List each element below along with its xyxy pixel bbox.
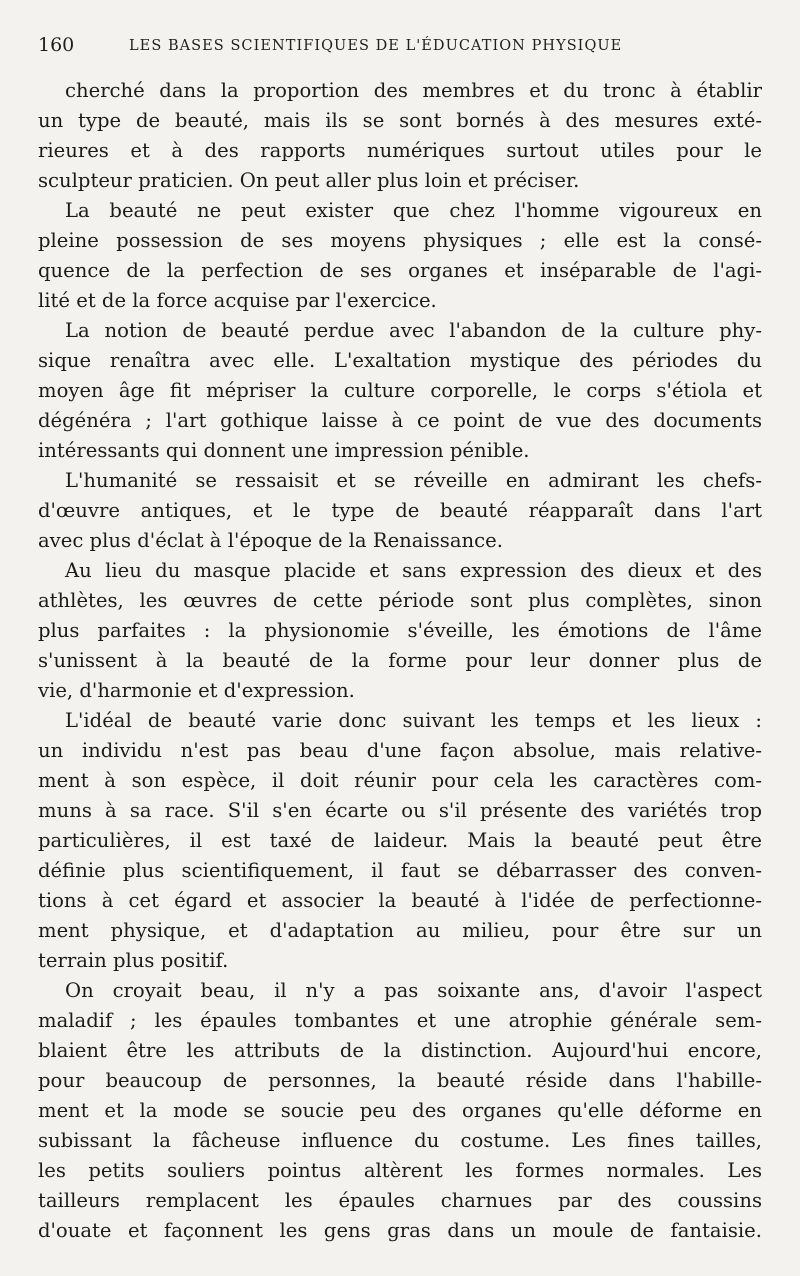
body-text [38, 76, 762, 1246]
text-line: terrain plus positif. [38, 949, 229, 972]
text-line: d'ouate et façonnent les gens gras dans un moule de fantaisie. [38, 1219, 762, 1242]
text-line: vie, d'harmonie et d'expression. [38, 679, 355, 702]
text-line: pleine possession de ses moyens physiques ; elle est la consé- [38, 229, 762, 252]
text-line: avec plus d'éclat à l'époque de la Renaissance. [38, 529, 503, 552]
paragraph-7 [38, 976, 762, 1246]
text-line: plus parfaites : la physionomie s'éveille, les émotions de l'âme [38, 619, 762, 642]
text-line: moyen âge fit mépriser la culture corporelle, le corps s'étiola et [38, 379, 762, 402]
text-line: intéressants qui donnent une impression pénible. [38, 439, 530, 462]
text-line: tailleurs remplacent les épaules charnues par des coussins [38, 1189, 762, 1212]
text-line: On croyait beau, il n'y a pas soixante ans, d'avoir l'aspect [65, 979, 762, 1002]
text-line: Au lieu du masque placide et sans expression des dieux et des [65, 559, 762, 582]
running-title: LES BASES SCIENTIFIQUES DE L'ÉDUCATION PHYSIQUE [129, 38, 623, 54]
paragraph-4 [38, 466, 762, 556]
text-line: sculpteur praticien. On peut aller plus loin et préciser. [38, 169, 580, 192]
text-line: L'humanité se ressaisit et se réveille en admirant les chefs- [65, 469, 762, 492]
paragraph-3 [38, 316, 762, 466]
text-line: subissant la fâcheuse influence du costume. Les fines tailles, [38, 1129, 762, 1152]
text-line: d'œuvre antiques, et le type de beauté réapparaît dans l'art [38, 499, 762, 522]
text-line: un type de beauté, mais ils se sont bornés à des mesures exté- [38, 109, 762, 132]
paragraph-2 [38, 196, 762, 316]
text-line: tions à cet égard et associer la beauté à l'idée de perfectionne- [38, 889, 762, 912]
text-line: rieures et à des rapports numériques surtout utiles pour le [38, 139, 762, 162]
text-line: s'unissent à la beauté de la forme pour leur donner plus de [38, 649, 762, 672]
paragraph-5 [38, 556, 762, 706]
text-line: quence de la perfection de ses organes et inséparable de l'agi- [38, 259, 762, 282]
text-line: définie plus scientifiquement, il faut se débarrasser des conven- [38, 859, 762, 882]
text-line: dégénéra ; l'art gothique laisse à ce point de vue des documents [38, 409, 762, 432]
text-line: un individu n'est pas beau d'une façon absolue, mais relative- [38, 739, 762, 762]
text-line: La beauté ne peut exister que chez l'homme vigoureux en [65, 199, 762, 222]
text-line: particulières, il est taxé de laideur. Mais la beauté peut être [38, 829, 762, 852]
text-line: L'idéal de beauté varie donc suivant les temps et les lieux : [65, 709, 762, 732]
paragraph-1 [38, 76, 762, 196]
text-line: ment physique, et d'adaptation au milieu, pour être sur un [38, 919, 762, 942]
text-line: ment et la mode se soucie peu des organes qu'elle déforme en [38, 1099, 762, 1122]
text-line: maladif ; les épaules tombantes et une atrophie générale sem- [38, 1009, 762, 1032]
text-line: pour beaucoup de personnes, la beauté réside dans l'habille- [38, 1069, 762, 1092]
text-line: les petits souliers pointus altèrent les formes normales. Les [38, 1159, 762, 1182]
paragraph-6 [38, 706, 762, 976]
text-line: athlètes, les œuvres de cette période sont plus complètes, sinon [38, 589, 762, 612]
page-header [38, 34, 762, 58]
text-line: cherché dans la proportion des membres et du tronc à établir [65, 79, 762, 102]
text-line: muns à sa race. S'il s'en écarte ou s'il présente des variétés trop [38, 799, 762, 822]
text-line: La notion de beauté perdue avec l'abandon de la culture phy- [65, 319, 762, 342]
text-line: sique renaîtra avec elle. L'exaltation mystique des périodes du [38, 349, 762, 372]
page-number: 160 [38, 34, 75, 56]
text-line: ment à son espèce, il doit réunir pour cela les caractères com- [38, 769, 762, 792]
text-line: blaient être les attributs de la distinction. Aujourd'hui encore, [38, 1039, 762, 1062]
text-line: lité et de la force acquise par l'exercice. [38, 289, 437, 312]
